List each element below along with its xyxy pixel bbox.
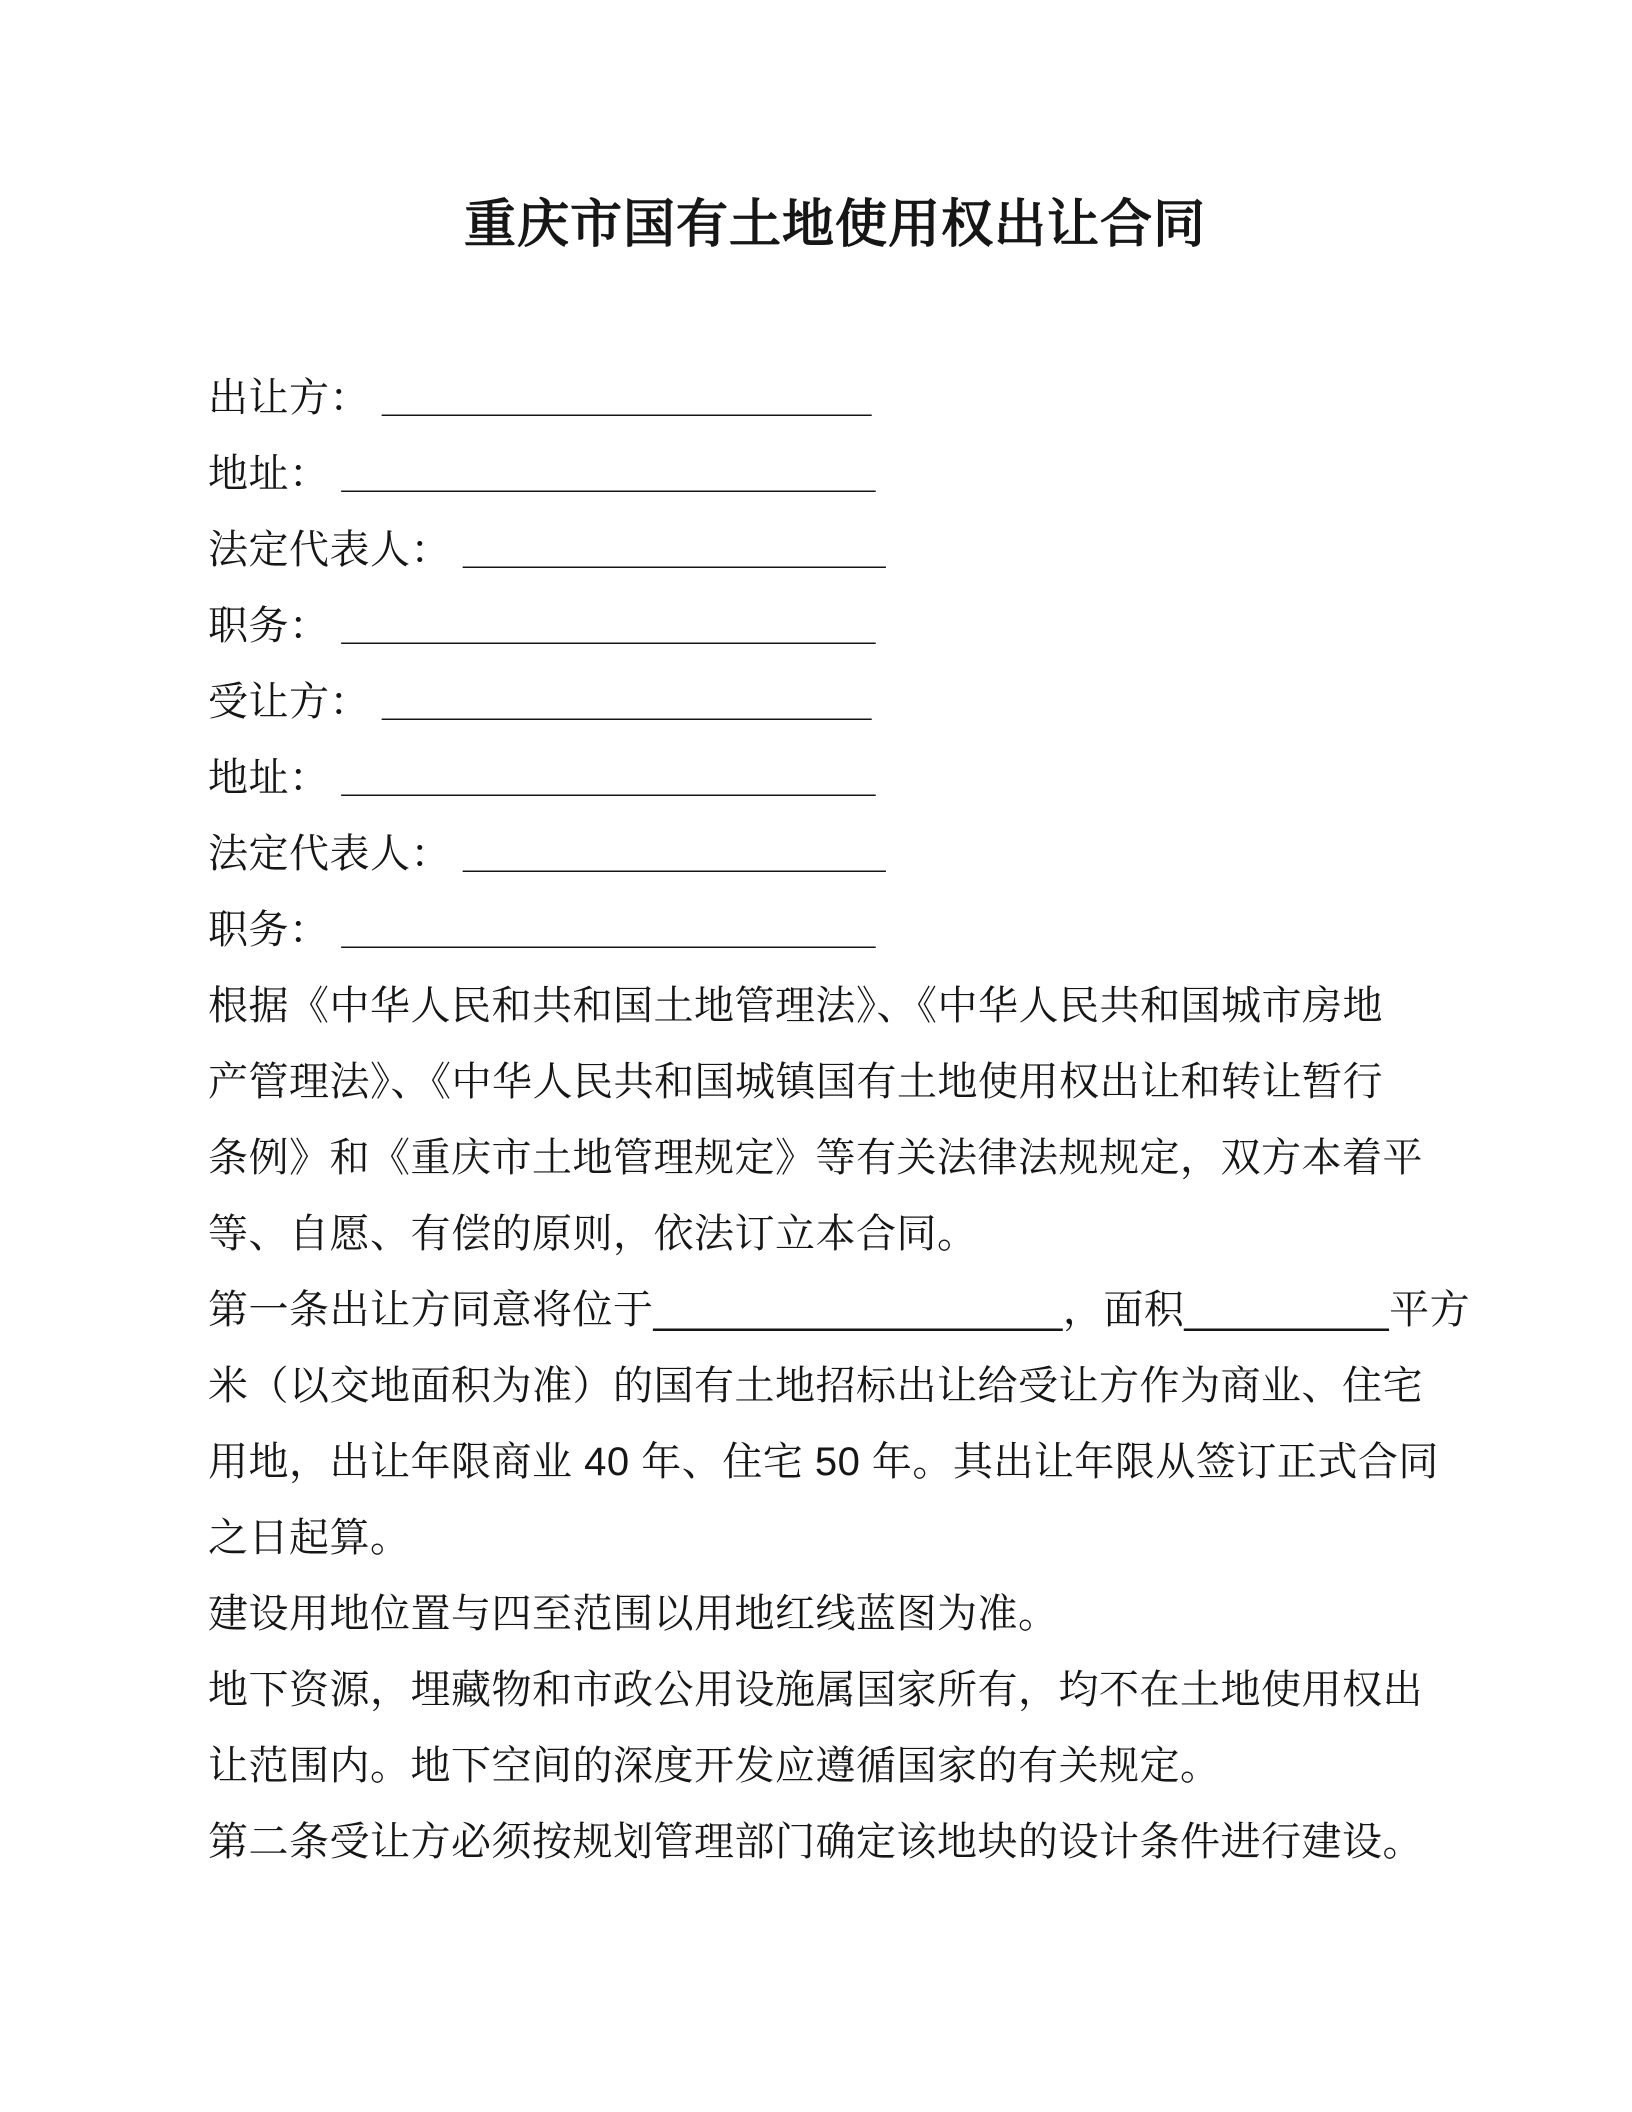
field-blank-line: ________________________ (341, 451, 876, 496)
field-label: 受让方： (208, 679, 370, 724)
paragraph-line: 等、自愿、有偿的原则，依法订立本合同。 (208, 1211, 978, 1256)
field-label: 地址： (208, 451, 330, 496)
paragraph (208, 1652, 1462, 1804)
field-row (208, 512, 1462, 588)
field-label: 法定代表人： (208, 527, 451, 572)
field-row (208, 892, 1462, 968)
field-row (208, 664, 1462, 740)
field-blank-line: ________________________ (341, 603, 876, 648)
field-blank-line: ________________________ (341, 907, 876, 952)
field-blank-line: ______________________ (382, 375, 872, 420)
paragraph-line: 根据《中华人民和共和国土地管理法》、《中华人民共和国城市房地 (208, 983, 1383, 1028)
paragraph-line: 条例》和《重庆市土地管理规定》等有关法律法规规定，双方本着平 (208, 1135, 1423, 1180)
field-row (208, 360, 1462, 436)
field-label: 出让方： (208, 375, 370, 420)
document-title: 重庆市国有土地使用权出让合同 (463, 196, 1206, 254)
field-row (208, 588, 1462, 664)
paragraph-line: 产管理法》、《中华人民共和国城镇国有土地使用权出让和转让暂行 (208, 1059, 1383, 1104)
paragraph (208, 968, 1462, 1272)
paragraph (208, 1272, 1471, 1576)
paragraph-line: 之日起算。 (208, 1515, 411, 1560)
field-blank-line: ___________________ (463, 831, 886, 876)
paragraph-line: 让范围内。地下空间的深度开发应遵循国家的有关规定。 (208, 1743, 1221, 1788)
paragraph (208, 1576, 1462, 1652)
field-row (208, 816, 1462, 892)
field-label: 法定代表人： (208, 831, 451, 876)
paragraph-line: 用地，出让年限商业 40 年、住宅 50 年。其出让年限从签订正式合同 (208, 1439, 1439, 1484)
field-label: 地址： (208, 755, 330, 800)
field-blank-line: ___________________ (463, 527, 886, 572)
paragraph-line: 地下资源，埋藏物和市政公用设施属国家所有，均不在土地使用权出 (208, 1667, 1423, 1712)
paragraph-line: 第一条出让方同意将位于__________________，面积_________平方 (208, 1287, 1471, 1332)
paragraph (208, 1804, 1462, 1880)
field-row (208, 740, 1462, 816)
paragraph-line: 米（以交地面积为准）的国有土地招标出让给受让方作为商业、住宅 (208, 1363, 1423, 1408)
paragraph-line: 第二条受让方必须按规划管理部门确定该地块的设计条件进行建设。 (208, 1819, 1423, 1864)
field-blank-line: ______________________ (382, 679, 872, 724)
paragraphs-section (208, 968, 1471, 1880)
fields-section (208, 360, 1462, 968)
field-label: 职务： (208, 907, 330, 952)
field-row (208, 436, 1462, 512)
field-label: 职务： (208, 603, 330, 648)
paragraph-line: 建设用地位置与四至范围以用地红线蓝图为准。 (208, 1591, 1059, 1636)
field-blank-line: ________________________ (341, 755, 876, 800)
